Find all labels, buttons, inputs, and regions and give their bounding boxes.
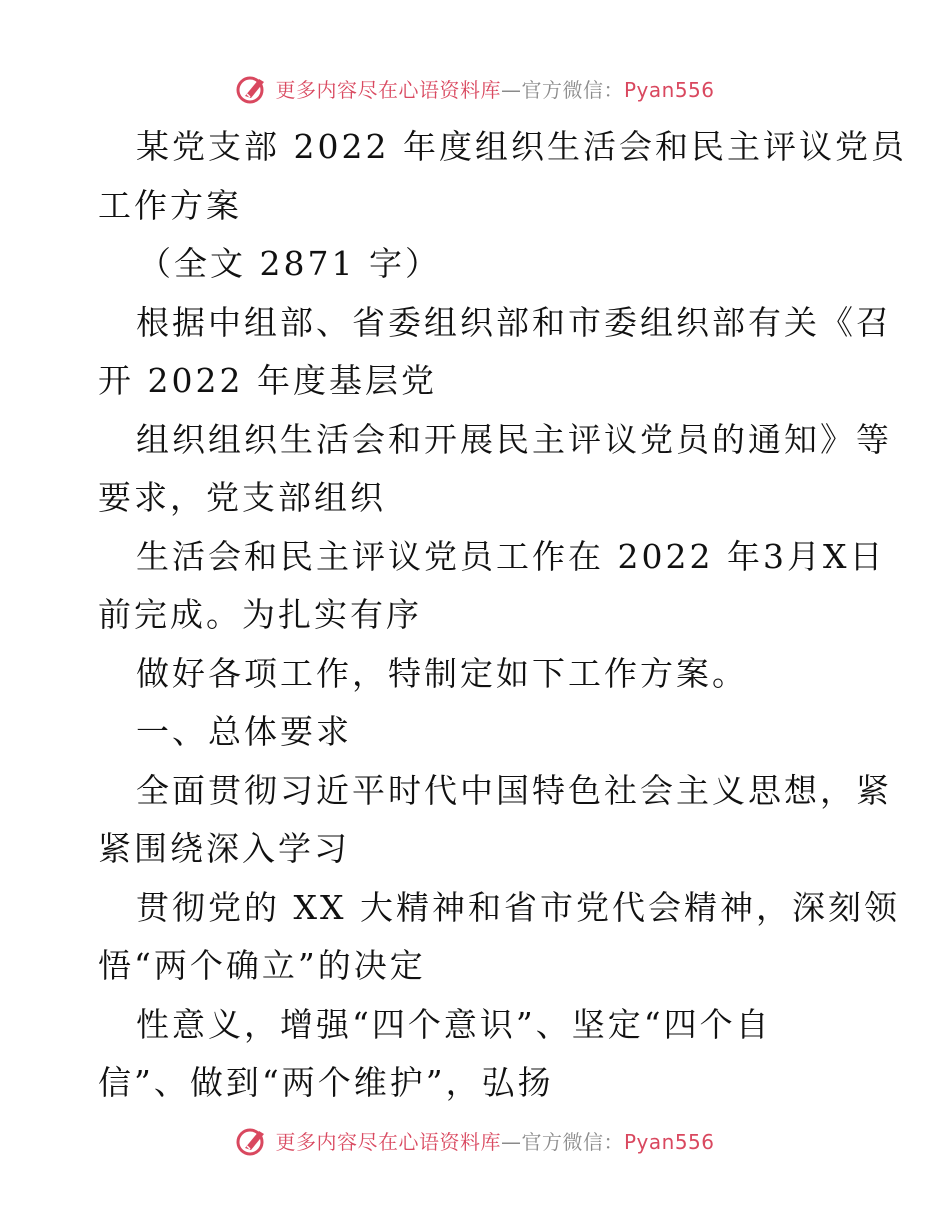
pen-nib-logo-icon xyxy=(235,71,269,105)
body-line: 贯彻党的 XX 大精神和省市党代会精神，深刻领 xyxy=(136,887,900,927)
body-line: 紧围绕深入学习 xyxy=(98,829,350,868)
body-line: 悟“两个确立”的决定 xyxy=(98,946,426,985)
title-line-1: 某党支部 2022 年度组织生活会和民主评议党员 xyxy=(136,127,907,166)
body-line: 组织组织生活会和开展民主评议党员的通知》等 xyxy=(136,419,892,459)
body-line: 全面贯彻习近平时代中国特色社会主义思想，紧 xyxy=(136,770,892,810)
body-line: 性意义，增强“四个意识”、坚定“四个自 xyxy=(136,1004,772,1044)
watermark-official-label: 官方微信： xyxy=(521,1129,624,1154)
section-heading: 一、总体要求 xyxy=(136,712,352,751)
body-line: 开 2022 年度基层党 xyxy=(98,361,437,400)
title-line-2: 工作方案 xyxy=(98,185,242,225)
word-count-line: （全文 2871 字） xyxy=(138,244,441,283)
body-line: 要求，党支部组织 xyxy=(98,478,386,517)
footer-watermark xyxy=(0,1120,950,1160)
body-line: 做好各项工作，特制定如下工作方案。 xyxy=(136,653,748,693)
body-line: 前完成。为扎实有序 xyxy=(98,595,422,634)
header-watermark xyxy=(0,68,950,108)
watermark-dash: — xyxy=(500,77,522,102)
body-line: 生活会和民主评议党员工作在 2022 年3月X日 xyxy=(136,536,886,576)
pen-nib-logo-icon xyxy=(235,1123,269,1157)
watermark-account: Pyan556 xyxy=(623,1129,715,1154)
body-line: 根据中组部、省委组织部和市委组织部有关《召 xyxy=(136,302,892,342)
watermark-site-text: 更多内容尽在心语资料库 xyxy=(275,77,501,102)
body-line: 信”、做到“两个维护”，弘扬 xyxy=(98,1063,554,1102)
watermark-official-label: 官方微信： xyxy=(521,77,624,102)
watermark-dash: — xyxy=(500,1129,522,1154)
watermark-account: Pyan556 xyxy=(623,77,715,102)
watermark-site-text: 更多内容尽在心语资料库 xyxy=(275,1129,501,1154)
document-body xyxy=(98,118,907,1113)
